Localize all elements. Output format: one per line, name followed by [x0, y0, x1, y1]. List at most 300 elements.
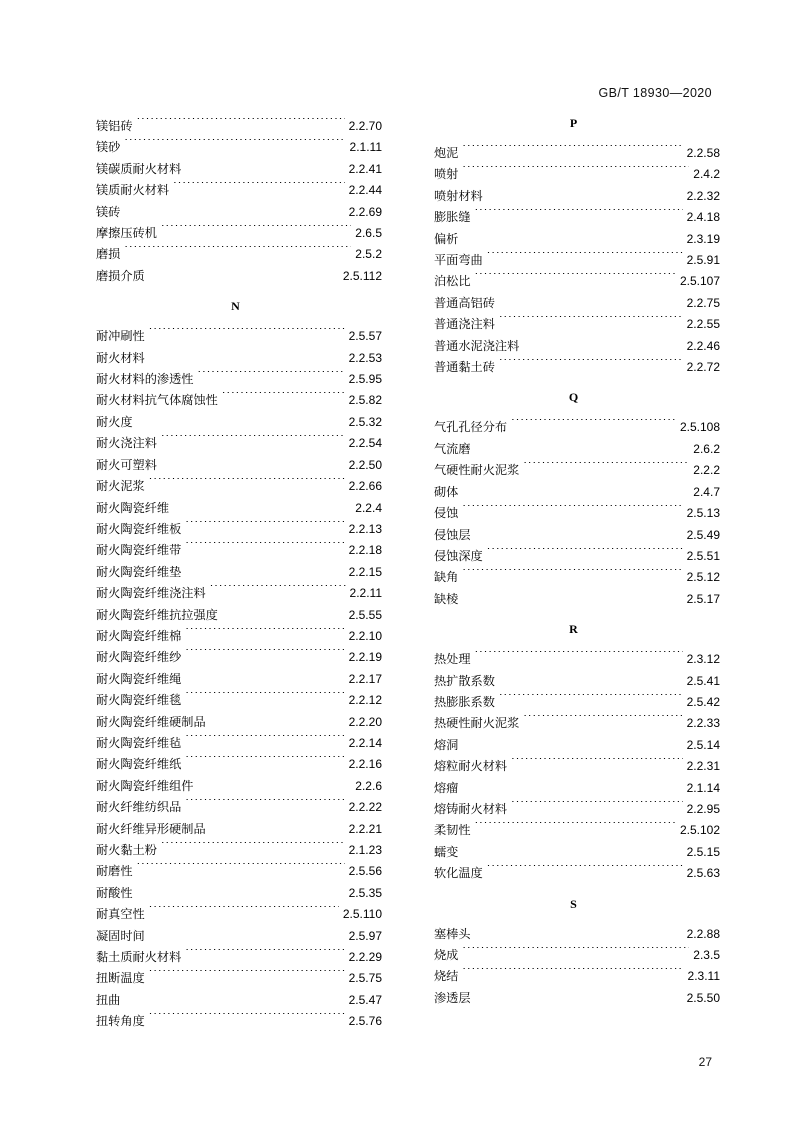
index-entry-term: 缺角	[434, 570, 459, 585]
index-entry-reference: 2.2.70	[348, 119, 382, 133]
dot-leader	[499, 359, 683, 371]
index-entry-term: 耐火材料	[96, 350, 145, 365]
index-entry-reference: 2.2.20	[348, 714, 382, 729]
index-entry	[88, 990, 384, 1011]
index-entry	[88, 690, 384, 711]
dot-leader	[149, 928, 345, 940]
index-entry-term: 扭曲	[96, 992, 121, 1007]
dot-leader	[185, 521, 344, 533]
index-entry	[88, 583, 384, 604]
index-entry-reference: 2.2.31	[686, 759, 720, 774]
index-entry	[88, 947, 384, 968]
index-entry-term: 耐火陶瓷纤维棉	[96, 628, 182, 643]
index-entry-reference: 2.2.17	[348, 671, 382, 686]
index-entry-term: 烧结	[434, 969, 459, 984]
index-entry-term: 膨胀缝	[434, 210, 471, 225]
index-entry-reference: 2.6.5	[355, 226, 382, 241]
index-entry-reference: 2.2.16	[348, 757, 382, 772]
index-entry-term: 气流磨	[434, 441, 471, 456]
dot-leader	[462, 737, 682, 749]
index-entry-term: 扭断温度	[96, 971, 145, 986]
dot-leader	[185, 692, 344, 704]
dot-leader	[511, 801, 683, 813]
index-entry-reference: 2.2.14	[348, 735, 382, 750]
dot-leader	[149, 328, 345, 340]
index-entry-term: 镁碳质耐火材料	[96, 161, 182, 176]
dot-leader	[124, 992, 344, 1004]
index-entry-term: 熔洞	[434, 737, 459, 752]
index-entry-reference: 2.2.4	[355, 500, 382, 515]
dot-leader	[462, 484, 689, 496]
dot-leader	[161, 457, 345, 469]
index-entry-reference: 2.2.22	[348, 800, 382, 815]
index-entry-reference: 2.2.66	[348, 479, 382, 494]
index-entry	[88, 244, 384, 265]
dot-leader	[149, 906, 339, 918]
index-entry-term: 耐火陶瓷纤维板	[96, 521, 182, 536]
index-entry	[88, 266, 384, 287]
index-entry-reference: 2.5.75	[348, 971, 382, 986]
index-entry-reference: 2.3.19	[686, 231, 720, 246]
index-entry-term: 黏土质耐火材料	[96, 950, 182, 965]
index-entry-term: 侵蚀	[434, 506, 459, 521]
dot-leader	[185, 756, 344, 768]
index-entry-reference: 2.5.47	[348, 992, 382, 1007]
dot-leader	[185, 671, 344, 683]
index-entry-term: 气硬性耐火泥浆	[434, 463, 520, 478]
index-entry-reference: 2.1.23	[348, 843, 382, 857]
index-entry-reference: 2.5.41	[686, 673, 720, 688]
dot-leader	[210, 585, 346, 597]
index-entry-term: 耐火陶瓷纤维组件	[96, 778, 194, 793]
index-entry-term: 扭转角度	[96, 1014, 145, 1029]
index-entry	[88, 390, 384, 411]
index-entry	[88, 476, 384, 497]
section-letter: P	[569, 116, 579, 130]
index-entry	[426, 336, 722, 357]
index-entry	[88, 159, 384, 180]
index-entry-reference: 2.5.112	[342, 268, 382, 283]
index-entry	[426, 250, 722, 271]
dot-leader	[161, 842, 345, 854]
index-entry-term: 软化温度	[434, 866, 483, 881]
index-entry-reference: 2.2.53	[348, 350, 382, 365]
index-entry-term: 热膨胀系数	[434, 694, 495, 709]
index-entry-reference: 2.5.49	[686, 527, 720, 542]
index-entry	[88, 840, 384, 861]
index-entry	[88, 412, 384, 433]
index-entry-reference: 2.2.21	[348, 821, 382, 836]
dot-leader	[124, 139, 345, 151]
index-entry	[426, 589, 722, 610]
index-entry-term: 喷射材料	[434, 188, 483, 203]
index-entry-reference: 2.5.63	[686, 866, 720, 881]
index-entry-term: 砌体	[434, 484, 459, 499]
index-entry-reference: 2.5.108	[679, 420, 720, 435]
index-entry-term: 耐火纤维纺织品	[96, 800, 182, 815]
section-letter: R	[569, 622, 579, 637]
index-entry-reference: 2.5.32	[348, 414, 382, 429]
index-entry	[88, 326, 384, 347]
dot-leader	[499, 316, 683, 328]
dot-leader	[475, 527, 683, 539]
index-entry-term: 气孔孔径分布	[434, 420, 508, 435]
index-entry-term: 耐真空性	[96, 907, 145, 922]
index-entry-reference: 2.3.5	[693, 948, 720, 962]
index-entry	[88, 754, 384, 775]
dot-leader	[222, 607, 345, 619]
index-entry-term: 熔铸耐火材料	[434, 801, 508, 816]
dot-leader	[149, 1013, 345, 1025]
index-entry	[426, 482, 722, 503]
index-entry-reference: 2.5.15	[686, 844, 720, 859]
index-entry-reference: 2.5.12	[686, 570, 720, 585]
dot-leader	[185, 542, 344, 554]
index-entry-term: 蠕变	[434, 844, 459, 859]
dot-leader	[462, 844, 682, 856]
index-entry-reference: 2.2.46	[686, 338, 720, 353]
index-entry-reference: 2.6.2	[693, 441, 720, 456]
index-entry-reference: 2.5.13	[686, 506, 720, 521]
index-entry	[426, 417, 722, 438]
dot-leader	[462, 591, 682, 603]
index-entry-reference: 2.2.75	[686, 295, 720, 310]
index-entry-reference: 2.2.54	[348, 436, 382, 451]
dot-leader	[462, 231, 682, 243]
index-entry-reference: 2.2.18	[348, 543, 382, 558]
dot-leader	[487, 188, 683, 200]
index-entry-reference: 2.5.102	[679, 823, 720, 838]
index-entry	[426, 756, 722, 777]
index-entry-term: 侵蚀层	[434, 527, 471, 542]
page-header-standard-code: GB/T 18930—2020	[598, 86, 712, 100]
dot-leader	[475, 441, 690, 453]
index-entry	[426, 525, 722, 546]
dot-leader	[185, 949, 344, 961]
index-entry	[426, 713, 722, 734]
dot-leader	[487, 865, 683, 877]
index-entry-reference: 2.5.35	[348, 885, 382, 900]
index-entry-reference: 2.2.44	[348, 183, 382, 198]
page-number: 27	[698, 1055, 712, 1069]
dot-leader	[210, 714, 345, 726]
index-entry-term: 镁砖	[96, 204, 121, 219]
index-entry-term: 炮泥	[434, 146, 459, 160]
index-entry	[426, 546, 722, 567]
index-entry	[426, 735, 722, 756]
index-columns	[88, 116, 720, 1033]
index-entry-term: 普通黏土砖	[434, 360, 495, 375]
dot-leader	[185, 735, 344, 747]
index-entry-term: 耐火陶瓷纤维纱	[96, 650, 182, 665]
index-entry-term: 普通高铝砖	[434, 295, 495, 310]
index-entry-term: 耐火陶瓷纤维	[96, 500, 170, 515]
dot-leader	[462, 569, 682, 581]
dot-leader	[475, 926, 683, 938]
index-entry-reference: 2.2.58	[686, 146, 720, 160]
index-entry	[426, 671, 722, 692]
dot-leader	[185, 628, 344, 640]
index-entry-term: 磨损	[96, 247, 121, 262]
index-entry	[426, 164, 722, 185]
dot-leader	[523, 462, 689, 474]
index-entry-term: 塞棒头	[434, 926, 471, 941]
index-entry-term: 耐火陶瓷纤维抗拉强度	[96, 607, 218, 622]
dot-leader	[487, 548, 683, 560]
dot-leader	[462, 505, 682, 517]
dot-leader	[161, 435, 345, 447]
dot-leader	[523, 715, 682, 727]
index-entry-term: 凝固时间	[96, 928, 145, 943]
index-entry-term: 柔韧性	[434, 823, 471, 838]
index-entry	[88, 540, 384, 561]
index-entry	[426, 503, 722, 524]
index-entry-term: 偏析	[434, 231, 459, 246]
index-entry-reference: 2.5.107	[679, 274, 720, 289]
dot-leader	[210, 821, 345, 833]
dot-leader	[511, 419, 676, 431]
dot-leader	[462, 145, 682, 157]
index-entry-term: 镁铝砖	[96, 119, 133, 133]
index-entry	[88, 498, 384, 519]
index-entry-term: 耐火陶瓷纤维毯	[96, 693, 182, 708]
index-column-right	[426, 116, 722, 1033]
index-entry-reference: 2.2.15	[348, 564, 382, 579]
section-letter: S	[570, 896, 578, 911]
index-entry	[88, 223, 384, 244]
dot-leader	[137, 885, 345, 897]
index-entry-term: 泊松比	[434, 274, 471, 289]
index-entry-term: 耐冲刷性	[96, 329, 145, 344]
index-entry-reference: 2.5.56	[348, 864, 382, 879]
index-entry-term: 耐酸性	[96, 885, 133, 900]
index-entry	[88, 626, 384, 647]
index-entry	[88, 455, 384, 476]
index-entry-term: 耐火陶瓷纤维毡	[96, 735, 182, 750]
index-entry	[88, 137, 384, 158]
index-entry	[426, 842, 722, 863]
index-entry	[426, 649, 722, 670]
dot-leader	[185, 564, 344, 576]
index-entry	[88, 116, 384, 137]
index-entry-reference: 2.5.97	[348, 928, 382, 943]
index-entry	[88, 861, 384, 882]
dot-leader	[462, 780, 682, 792]
index-entry	[426, 314, 722, 335]
dot-leader	[462, 947, 689, 959]
index-entry	[88, 904, 384, 925]
index-entry	[88, 1011, 384, 1032]
index-entry-term: 耐磨性	[96, 864, 133, 879]
index-entry-reference: 2.5.50	[686, 990, 720, 1005]
index-entry-reference: 2.2.95	[686, 801, 720, 816]
index-entry-reference: 2.2.69	[348, 204, 382, 219]
dot-leader	[198, 778, 352, 790]
dot-leader	[173, 500, 351, 512]
index-entry	[88, 776, 384, 797]
index-entry-term: 镁质耐火材料	[96, 183, 170, 198]
index-entry-reference: 2.2.55	[686, 317, 720, 332]
index-column-left	[88, 116, 384, 1033]
index-entry-term: 熔粒耐火材料	[434, 759, 508, 774]
index-entry	[426, 207, 722, 228]
index-entry-term: 耐火可塑料	[96, 457, 157, 472]
index-entry-term: 喷射	[434, 167, 459, 182]
index-entry-term: 耐火陶瓷纤维硬制品	[96, 714, 206, 729]
index-entry	[88, 926, 384, 947]
index-entry	[426, 293, 722, 314]
index-entry-term: 耐火陶瓷纤维带	[96, 543, 182, 558]
index-entry-term: 热处理	[434, 652, 471, 667]
dot-leader	[198, 371, 345, 383]
index-entry-term: 耐火度	[96, 414, 133, 429]
index-entry-reference: 2.5.57	[348, 329, 382, 344]
index-entry-term: 普通水泥浇注料	[434, 338, 520, 353]
index-entry	[426, 143, 722, 164]
dot-leader	[185, 799, 344, 811]
index-entry	[88, 669, 384, 690]
dot-leader	[475, 273, 676, 285]
index-entry	[426, 945, 722, 966]
index-entry	[88, 647, 384, 668]
index-entry-term: 热扩散系数	[434, 673, 495, 688]
index-entry	[88, 968, 384, 989]
index-entry	[88, 712, 384, 733]
dot-leader	[185, 161, 344, 173]
dot-leader	[173, 182, 345, 194]
dot-leader	[462, 968, 683, 980]
index-entry	[426, 357, 722, 378]
dot-leader	[185, 649, 344, 661]
index-entry-reference: 2.1.11	[349, 140, 382, 155]
dot-leader	[475, 651, 683, 663]
index-entry-reference: 2.5.42	[686, 694, 720, 709]
index-entry	[426, 863, 722, 884]
index-entry-reference: 2.2.11	[349, 586, 382, 601]
index-entry-term: 镁砂	[96, 140, 121, 155]
index-entry-reference: 2.4.2	[693, 167, 720, 182]
dot-leader	[475, 209, 683, 221]
index-entry	[88, 180, 384, 201]
dot-leader	[137, 118, 345, 130]
index-entry-reference: 2.2.41	[348, 161, 382, 176]
dot-leader	[487, 252, 683, 264]
dot-leader	[462, 166, 689, 178]
index-entry	[426, 271, 722, 292]
index-entry	[88, 202, 384, 223]
dot-leader	[499, 673, 683, 685]
index-entry-reference: 2.5.17	[686, 591, 720, 606]
index-entry-term: 平面弯曲	[434, 253, 483, 268]
index-entry	[88, 819, 384, 840]
index-entry-term: 热硬性耐火泥浆	[434, 716, 520, 731]
dot-leader	[222, 392, 345, 404]
index-entry-reference: 2.5.82	[348, 393, 382, 408]
index-entry-reference: 2.5.76	[348, 1014, 382, 1029]
index-entry-reference: 2.3.12	[686, 652, 720, 667]
index-entry	[426, 229, 722, 250]
index-entry-term: 普通浇注料	[434, 317, 495, 332]
dot-leader	[124, 204, 344, 216]
dot-leader	[523, 338, 682, 350]
index-entry	[426, 799, 722, 820]
dot-leader	[137, 414, 345, 426]
index-entry	[426, 778, 722, 799]
index-entry-reference: 2.2.12	[348, 693, 382, 708]
index-entry-reference: 2.2.72	[686, 360, 720, 375]
index-entry-reference: 2.5.95	[348, 372, 382, 387]
index-entry-reference: 2.2.29	[348, 950, 382, 965]
index-entry-reference: 2.5.110	[342, 907, 382, 922]
index-entry	[426, 924, 722, 945]
index-entry	[426, 988, 722, 1009]
index-entry-term: 耐火陶瓷纤维浇注料	[96, 586, 206, 601]
index-entry-reference: 2.2.13	[348, 521, 382, 536]
index-entry	[88, 733, 384, 754]
index-entry-reference: 2.5.2	[355, 247, 382, 262]
index-entry-term: 耐火浇注料	[96, 436, 157, 451]
dot-leader	[149, 478, 345, 490]
index-entry-term: 烧成	[434, 948, 459, 962]
index-entry	[88, 605, 384, 626]
section-letter: Q	[568, 390, 580, 405]
index-entry	[88, 519, 384, 540]
index-entry-reference: 2.1.14	[686, 780, 720, 795]
dot-leader	[475, 990, 683, 1002]
index-entry-reference: 2.2.33	[686, 716, 720, 731]
dot-leader	[137, 863, 345, 875]
index-entry-term: 耐火泥浆	[96, 479, 145, 494]
dot-leader	[161, 225, 351, 237]
dot-leader	[499, 694, 683, 706]
index-entry-reference: 2.5.14	[686, 737, 720, 752]
index-entry-term: 耐火陶瓷纤维绳	[96, 671, 182, 686]
dot-leader	[149, 350, 345, 362]
index-entry-reference: 2.4.7	[693, 484, 720, 499]
index-entry	[88, 433, 384, 454]
dot-leader	[149, 970, 345, 982]
index-entry	[88, 369, 384, 390]
section-letter: N	[231, 299, 241, 314]
dot-leader	[475, 822, 676, 834]
index-entry-reference: 2.5.55	[348, 607, 382, 622]
index-entry	[88, 883, 384, 904]
index-entry	[88, 562, 384, 583]
index-entry-term: 耐火黏土粉	[96, 843, 157, 857]
index-entry	[426, 186, 722, 207]
dot-leader	[124, 246, 351, 258]
index-entry	[88, 348, 384, 369]
index-entry-reference: 2.2.50	[348, 457, 382, 472]
index-entry-term: 缺棱	[434, 591, 459, 606]
index-entry-reference: 2.2.32	[686, 188, 720, 203]
index-entry-term: 熔瘤	[434, 780, 459, 795]
index-entry-reference: 2.2.19	[348, 650, 382, 665]
index-entry-term: 耐火陶瓷纤维垫	[96, 564, 182, 579]
index-entry-term: 侵蚀深度	[434, 548, 483, 563]
index-entry-reference: 2.2.6	[355, 778, 382, 793]
index-entry-term: 渗透层	[434, 990, 471, 1005]
index-entry-term: 耐火纤维异形硬制品	[96, 821, 206, 836]
index-entry-reference: 2.3.11	[687, 969, 720, 984]
index-entry-term: 摩擦压砖机	[96, 226, 157, 241]
index-entry-reference: 2.2.10	[348, 628, 382, 643]
index-entry-term: 耐火材料抗气体腐蚀性	[96, 393, 218, 408]
index-entry	[426, 460, 722, 481]
dot-leader	[499, 295, 683, 307]
dot-leader	[149, 268, 339, 280]
index-entry	[426, 692, 722, 713]
